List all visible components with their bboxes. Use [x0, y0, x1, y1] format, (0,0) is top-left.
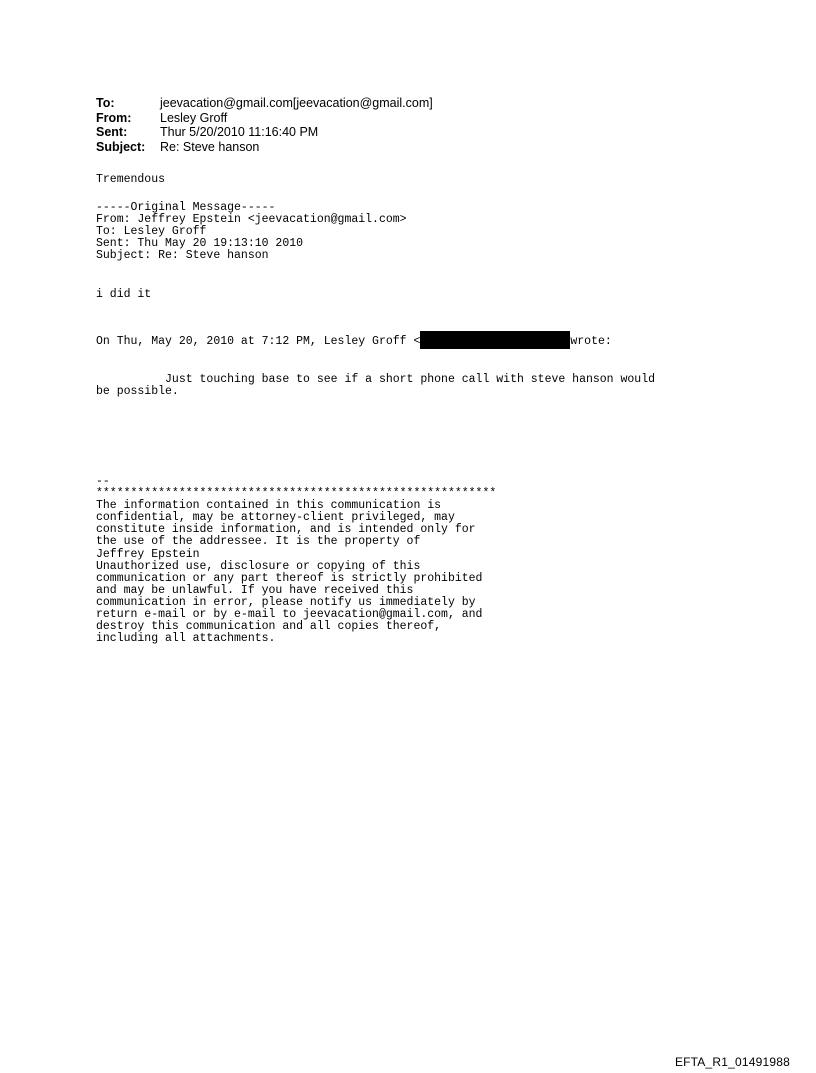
- from-row: [96, 111, 433, 126]
- quote-intro-after: wrote:: [570, 335, 612, 348]
- quoted-line-1: Just touching base to see if a short phone call with steve hanson would: [96, 373, 655, 386]
- sent-row: [96, 125, 433, 140]
- to-value: jeevacation@gmail.com[jeevacation@gmail.com]: [160, 96, 433, 110]
- subject-value: Re: Steve hanson: [160, 139, 260, 154]
- disclaimer-line: communication or any part thereof is strictly prohibited: [96, 571, 483, 585]
- orig-subject: Subject: Re: Steve hanson: [96, 249, 269, 263]
- disclaimer-line: destroy this communication and all copies thereof,: [96, 620, 442, 634]
- disclaimer-line: Unauthorized use, disclosure or copying of this: [96, 559, 421, 573]
- original-separator: -----Original Message-----: [96, 201, 276, 214]
- redaction-bar: [420, 331, 570, 349]
- subject-label: Subject:: [96, 139, 146, 154]
- quote-intro: [96, 331, 612, 349]
- disclaimer-line: confidential, may be attorney-client privileged, may: [96, 511, 455, 525]
- disclaimer-line: The information contained in this communication is: [96, 499, 442, 513]
- email-header: [96, 96, 433, 154]
- orig-text: i did it: [96, 288, 152, 301]
- orig-sent: Sent: Thu May 20 19:13:10 2010: [96, 237, 304, 251]
- disclaimer-line: Jeffrey Epstein: [96, 547, 200, 561]
- from-label: From:: [96, 110, 132, 125]
- quoted-message: [96, 374, 655, 398]
- disclaimer-line: communication in error, please notify us immediately by: [96, 595, 476, 609]
- reply-text: Tremendous: [96, 173, 166, 186]
- from-value: Lesley Groff: [160, 110, 228, 125]
- quoted-line-2: be possible.: [96, 385, 179, 399]
- signature-separator: --: [96, 475, 110, 488]
- sent-value: Thur 5/20/2010 11:16:40 PM: [160, 125, 319, 139]
- subject-row: [96, 140, 433, 155]
- disclaimer-line: and may be unlawful. If you have received this: [96, 583, 414, 597]
- to-label: To:: [96, 96, 115, 110]
- disclaimer-line: the use of the addressee. It is the property of: [96, 535, 421, 549]
- to-row: [96, 96, 433, 111]
- document-id: EFTA_R1_01491988: [674, 1055, 790, 1069]
- quote-intro-before: On Thu, May 20, 2010 at 7:12 PM, Lesley Groff <: [96, 335, 421, 348]
- original-message: [96, 202, 407, 262]
- disclaimer-line: return e-mail or by e-mail to jeevacation@gmail.com, and: [96, 608, 483, 622]
- disclaimer-line: constitute inside information, and is intended only for: [96, 523, 476, 537]
- star-rule: **********************************************************: [96, 487, 497, 501]
- disclaimer-line: including all attachments.: [96, 632, 276, 646]
- disclaimer: [96, 476, 496, 645]
- sent-label: Sent:: [96, 125, 128, 139]
- orig-to: To: Lesley Groff: [96, 225, 207, 239]
- orig-from: From: Jeffrey Epstein <jeevacation@gmail.com>: [96, 213, 407, 227]
